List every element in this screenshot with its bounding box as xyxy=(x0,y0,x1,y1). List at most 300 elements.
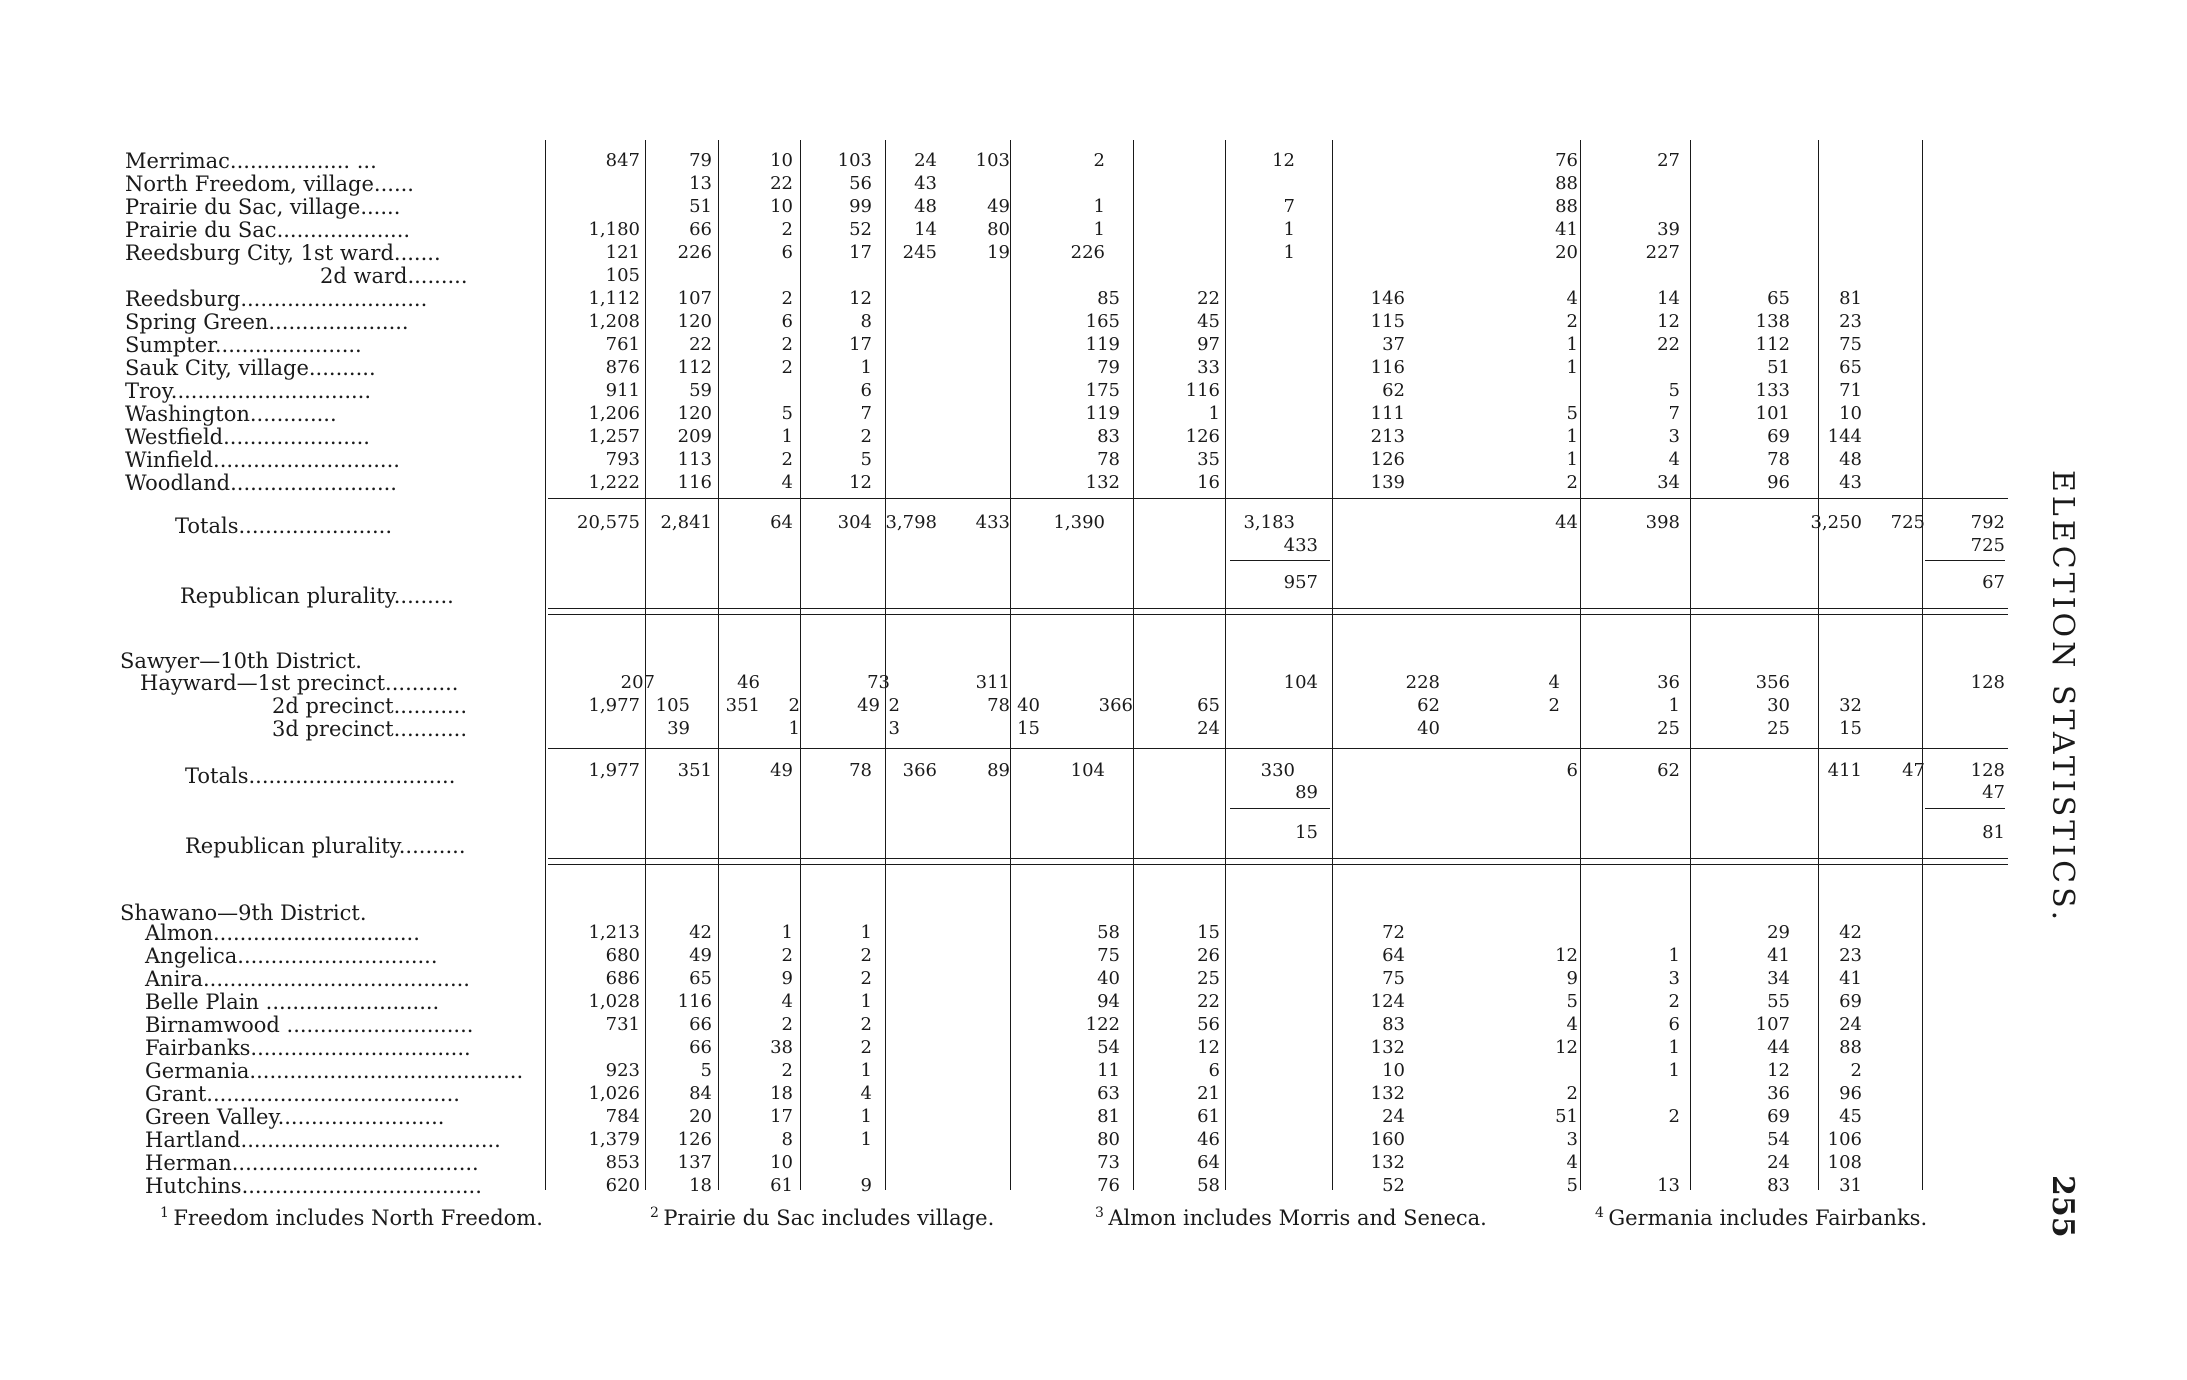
cell-value: 25 xyxy=(1657,718,1680,739)
cell-value: 112 xyxy=(677,357,712,378)
sub-rule xyxy=(1925,808,2005,809)
row-label: Winfield............................ xyxy=(125,448,400,472)
cell-value: 4 xyxy=(1566,288,1578,309)
cell-value: 12 xyxy=(1767,1060,1790,1081)
cell-value: 4 xyxy=(1548,672,1560,693)
cell-value: 120 xyxy=(677,311,712,332)
cell-value: 12 xyxy=(1657,311,1680,332)
cell-value: 22 xyxy=(1197,991,1220,1012)
cell-value: 124 xyxy=(1370,991,1405,1012)
cell-value: 25 xyxy=(1197,968,1220,989)
row-label: Sauk City, village.......... xyxy=(125,356,376,380)
column-divider xyxy=(1690,140,1691,1190)
footnote xyxy=(1095,1205,1487,1230)
cell-value: 22 xyxy=(1197,288,1220,309)
cell-value: 79 xyxy=(1097,357,1120,378)
cell-value: 213 xyxy=(1370,426,1405,447)
footnote-mark: 1 xyxy=(160,1205,174,1221)
column-divider xyxy=(1580,140,1581,1190)
cell-value: 101 xyxy=(1755,403,1790,424)
cell-value: 2 xyxy=(1093,150,1105,171)
cell-value: 209 xyxy=(677,426,712,447)
total-value: 433 xyxy=(975,512,1010,533)
cell-value: 11 xyxy=(1097,1060,1120,1081)
cell-value: 65 xyxy=(1767,288,1790,309)
cell-value: 12 xyxy=(849,472,872,493)
cell-value: 24 xyxy=(1382,1106,1405,1127)
cell-value: 144 xyxy=(1827,426,1862,447)
cell-value: 65 xyxy=(1839,357,1862,378)
total-value: 49 xyxy=(770,760,793,781)
cell-value: 34 xyxy=(1657,472,1680,493)
cell-value: 41 xyxy=(1555,219,1578,240)
total-value: 47 xyxy=(1902,760,1925,781)
cell-value: 103 xyxy=(837,150,872,171)
row-label: Hartland....................................... xyxy=(145,1128,501,1152)
cell-value: 8 xyxy=(781,1129,793,1150)
cell-value: 119 xyxy=(1085,403,1120,424)
cell-value: 49 xyxy=(857,695,880,716)
cell-value: 7 xyxy=(1283,196,1295,217)
cell-value: 105 xyxy=(605,265,640,286)
cell-value: 116 xyxy=(677,991,712,1012)
footnote xyxy=(650,1205,994,1230)
cell-value: 15 xyxy=(1197,922,1220,943)
cell-value: 58 xyxy=(1097,922,1120,943)
cell-value: 75 xyxy=(1839,334,1862,355)
cell-value: 8 xyxy=(860,311,872,332)
total-value: 3,250 xyxy=(1810,512,1862,533)
cell-value: 1,257 xyxy=(588,426,640,447)
cell-value: 12 xyxy=(1555,945,1578,966)
cell-value: 311 xyxy=(975,672,1010,693)
total-sub-value: 725 xyxy=(1970,535,2005,556)
cell-value: 128 xyxy=(1970,672,2005,693)
cell-value: 12 xyxy=(1197,1037,1220,1058)
cell-value: 227 xyxy=(1645,242,1680,263)
cell-value: 72 xyxy=(1382,922,1405,943)
cell-value: 30 xyxy=(1767,695,1790,716)
cell-value: 42 xyxy=(689,922,712,943)
cell-value: 245 xyxy=(902,242,937,263)
cell-value: 69 xyxy=(1767,1106,1790,1127)
total-value: 104 xyxy=(1070,760,1105,781)
cell-value: 83 xyxy=(1767,1175,1790,1196)
cell-value: 20 xyxy=(1555,242,1578,263)
cell-value: 61 xyxy=(770,1175,793,1196)
cell-value: 56 xyxy=(1197,1014,1220,1035)
cell-value: 79 xyxy=(689,150,712,171)
total-value: 351 xyxy=(677,760,712,781)
cell-value: 119 xyxy=(1085,334,1120,355)
cell-value: 22 xyxy=(770,173,793,194)
footnote-mark: 3 xyxy=(1095,1205,1109,1221)
cell-value: 126 xyxy=(677,1129,712,1150)
cell-value: 228 xyxy=(1405,672,1440,693)
cell-value: 56 xyxy=(849,173,872,194)
cell-value: 51 xyxy=(689,196,712,217)
row-label: Prairie du Sac.................... xyxy=(125,218,411,242)
cell-value: 175 xyxy=(1085,380,1120,401)
cell-value: 43 xyxy=(914,173,937,194)
cell-value: 2 xyxy=(1548,695,1560,716)
row-label: Belle Plain .......................... xyxy=(145,990,440,1014)
cell-value: 132 xyxy=(1370,1037,1405,1058)
cell-value: 761 xyxy=(605,334,640,355)
column-divider xyxy=(718,140,719,1190)
total-value: 304 xyxy=(837,512,872,533)
cell-value: 6 xyxy=(860,380,872,401)
cell-value: 17 xyxy=(849,334,872,355)
cell-value: 18 xyxy=(689,1175,712,1196)
row-label: Woodland......................... xyxy=(125,471,397,495)
cell-value: 107 xyxy=(677,288,712,309)
cell-value: 55 xyxy=(1767,991,1790,1012)
cell-value: 1 xyxy=(781,922,793,943)
district-heading: Sawyer—10th District. xyxy=(120,649,362,673)
totals-rule xyxy=(548,498,2008,499)
cell-value: 62 xyxy=(1417,695,1440,716)
cell-value: 59 xyxy=(689,380,712,401)
cell-value: 54 xyxy=(1097,1037,1120,1058)
cell-value: 12 xyxy=(1555,1037,1578,1058)
cell-value: 5 xyxy=(1566,403,1578,424)
cell-value: 1 xyxy=(1283,219,1295,240)
cell-value: 84 xyxy=(689,1083,712,1104)
cell-value: 108 xyxy=(1827,1152,1862,1173)
cell-value: 620 xyxy=(605,1175,640,1196)
total-value: 6 xyxy=(1566,760,1578,781)
cell-value: 88 xyxy=(1839,1037,1862,1058)
cell-value: 784 xyxy=(605,1106,640,1127)
cell-value: 43 xyxy=(1839,472,1862,493)
cell-value: 88 xyxy=(1555,196,1578,217)
cell-value: 9 xyxy=(1566,968,1578,989)
double-rule xyxy=(548,864,2008,865)
column-divider xyxy=(885,140,886,1190)
cell-value: 10 xyxy=(1839,403,1862,424)
cell-value: 13 xyxy=(689,173,712,194)
cell-value: 4 xyxy=(781,991,793,1012)
cell-value: 226 xyxy=(677,242,712,263)
cell-value: 10 xyxy=(770,150,793,171)
cell-value: 78 xyxy=(1097,449,1120,470)
cell-value: 29 xyxy=(1767,922,1790,943)
cell-value: 19 xyxy=(987,242,1010,263)
cell-value: 24 xyxy=(1767,1152,1790,1173)
cell-value: 126 xyxy=(1370,449,1405,470)
total-value: 20,575 xyxy=(577,512,640,533)
footnote-text: Germania includes Fairbanks. xyxy=(1608,1206,1928,1230)
cell-value: 7 xyxy=(1668,403,1680,424)
total-value: 128 xyxy=(1970,760,2005,781)
footnote-text: Freedom includes North Freedom. xyxy=(173,1206,543,1230)
cell-value: 111 xyxy=(1370,403,1405,424)
cell-value: 146 xyxy=(1370,288,1405,309)
cell-value: 81 xyxy=(1839,288,1862,309)
cell-value: 21 xyxy=(1197,1083,1220,1104)
row-label: Reedsburg............................ xyxy=(125,287,428,311)
cell-value: 2 xyxy=(781,1060,793,1081)
cell-value: 5 xyxy=(1566,1175,1578,1196)
cell-value: 1 xyxy=(860,991,872,1012)
cell-value: 3 xyxy=(888,718,900,739)
cell-value: 24 xyxy=(1197,718,1220,739)
cell-value: 1 xyxy=(860,922,872,943)
cell-value: 1,222 xyxy=(588,472,640,493)
cell-value: 5 xyxy=(1566,991,1578,1012)
cell-value: 132 xyxy=(1085,472,1120,493)
cell-value: 2 xyxy=(781,357,793,378)
cell-value: 132 xyxy=(1370,1083,1405,1104)
cell-value: 2 xyxy=(781,219,793,240)
cell-value: 45 xyxy=(1839,1106,1862,1127)
cell-value: 2 xyxy=(860,1037,872,1058)
row-label: 2d precinct........... xyxy=(272,694,468,718)
cell-value: 1 xyxy=(1283,242,1295,263)
footnote-mark: 2 xyxy=(650,1205,664,1221)
row-label: Anira........................................ xyxy=(145,967,470,991)
totals-rule xyxy=(548,748,2008,749)
cell-value: 78 xyxy=(987,695,1010,716)
column-divider xyxy=(800,140,801,1190)
plurality-value: 81 xyxy=(1982,822,2005,843)
cell-value: 96 xyxy=(1767,472,1790,493)
cell-value: 75 xyxy=(1382,968,1405,989)
total-value: 1,390 xyxy=(1053,512,1105,533)
cell-value: 96 xyxy=(1839,1083,1862,1104)
totals-label: Totals....................... xyxy=(175,514,393,538)
cell-value: 2 xyxy=(1566,311,1578,332)
total-value: 398 xyxy=(1645,512,1680,533)
cell-value: 44 xyxy=(1767,1037,1790,1058)
cell-value: 49 xyxy=(987,196,1010,217)
cell-value: 133 xyxy=(1755,380,1790,401)
cell-value: 76 xyxy=(1555,150,1578,171)
cell-value: 40 xyxy=(1417,718,1440,739)
district-heading: Shawano—9th District. xyxy=(120,901,367,925)
cell-value: 83 xyxy=(1382,1014,1405,1035)
row-label: Birnamwood ............................ xyxy=(145,1013,474,1037)
cell-value: 36 xyxy=(1767,1083,1790,1104)
cell-value: 3 xyxy=(1668,968,1680,989)
cell-value: 132 xyxy=(1370,1152,1405,1173)
cell-value: 2 xyxy=(1668,991,1680,1012)
cell-value: 1 xyxy=(1566,357,1578,378)
cell-value: 3 xyxy=(1668,426,1680,447)
cell-value: 14 xyxy=(914,219,937,240)
row-label: 3d precinct........... xyxy=(272,717,468,741)
row-label: Washington............. xyxy=(125,402,337,426)
cell-value: 207 xyxy=(620,672,655,693)
cell-value: 793 xyxy=(605,449,640,470)
cell-value: 46 xyxy=(1197,1129,1220,1150)
cell-value: 120 xyxy=(677,403,712,424)
cell-value: 26 xyxy=(1197,945,1220,966)
cell-value: 14 xyxy=(1657,288,1680,309)
column-divider xyxy=(1133,140,1134,1190)
cell-value: 16 xyxy=(1197,472,1220,493)
sub-rule xyxy=(1230,560,1330,561)
cell-value: 105 xyxy=(655,695,690,716)
footnote-text: Prairie du Sac includes village. xyxy=(663,1206,995,1230)
cell-value: 22 xyxy=(1657,334,1680,355)
cell-value: 104 xyxy=(1283,672,1318,693)
cell-value: 1 xyxy=(788,718,800,739)
cell-value: 113 xyxy=(677,449,712,470)
cell-value: 66 xyxy=(689,1014,712,1035)
cell-value: 2 xyxy=(860,968,872,989)
cell-value: 5 xyxy=(781,403,793,424)
cell-value: 24 xyxy=(1839,1014,1862,1035)
cell-value: 680 xyxy=(605,945,640,966)
row-label: Sumpter...................... xyxy=(125,333,362,357)
cell-value: 17 xyxy=(849,242,872,263)
row-label: Angelica.............................. xyxy=(145,944,438,968)
cell-value: 6 xyxy=(781,311,793,332)
cell-value: 1,206 xyxy=(588,403,640,424)
total-value: 792 xyxy=(1970,512,2005,533)
cell-value: 63 xyxy=(1097,1083,1120,1104)
cell-value: 2 xyxy=(860,1014,872,1035)
cell-value: 2 xyxy=(788,695,800,716)
cell-value: 2 xyxy=(1850,1060,1862,1081)
column-divider xyxy=(645,140,646,1190)
double-rule xyxy=(548,608,2008,609)
double-rule xyxy=(548,614,2008,615)
cell-value: 116 xyxy=(677,472,712,493)
cell-value: 121 xyxy=(605,242,640,263)
cell-value: 62 xyxy=(1382,380,1405,401)
cell-value: 80 xyxy=(1097,1129,1120,1150)
cell-value: 165 xyxy=(1085,311,1120,332)
cell-value: 911 xyxy=(605,380,640,401)
total-sub-value: 89 xyxy=(1295,782,1318,803)
cell-value: 66 xyxy=(689,1037,712,1058)
cell-value: 9 xyxy=(860,1175,872,1196)
cell-value: 876 xyxy=(605,357,640,378)
plurality-label: Republican plurality.......... xyxy=(185,834,466,858)
cell-value: 12 xyxy=(849,288,872,309)
cell-value: 94 xyxy=(1097,991,1120,1012)
cell-value: 15 xyxy=(1017,718,1040,739)
cell-value: 9 xyxy=(781,968,793,989)
cell-value: 73 xyxy=(867,672,890,693)
total-value: 78 xyxy=(849,760,872,781)
cell-value: 1 xyxy=(1093,196,1105,217)
cell-value: 2 xyxy=(1566,1083,1578,1104)
page-number: 255 xyxy=(2045,1175,2080,1238)
cell-value: 2 xyxy=(888,695,900,716)
footnote-mark: 4 xyxy=(1595,1205,1609,1221)
cell-value: 58 xyxy=(1197,1175,1220,1196)
cell-value: 4 xyxy=(781,472,793,493)
cell-value: 65 xyxy=(689,968,712,989)
cell-value: 27 xyxy=(1657,150,1680,171)
total-value: 62 xyxy=(1657,760,1680,781)
cell-value: 4 xyxy=(1668,449,1680,470)
cell-value: 39 xyxy=(667,718,690,739)
cell-value: 139 xyxy=(1370,472,1405,493)
cell-value: 1 xyxy=(860,1129,872,1150)
cell-value: 51 xyxy=(1767,357,1790,378)
cell-value: 33 xyxy=(1197,357,1220,378)
cell-value: 88 xyxy=(1555,173,1578,194)
cell-value: 112 xyxy=(1755,334,1790,355)
cell-value: 1,112 xyxy=(588,288,640,309)
cell-value: 106 xyxy=(1827,1129,1862,1150)
double-rule xyxy=(548,858,2008,859)
cell-value: 35 xyxy=(1197,449,1220,470)
cell-value: 51 xyxy=(1555,1106,1578,1127)
total-sub-value: 433 xyxy=(1283,535,1318,556)
column-divider xyxy=(1818,140,1819,1190)
total-value: 44 xyxy=(1555,512,1578,533)
cell-value: 83 xyxy=(1097,426,1120,447)
cell-value: 2 xyxy=(781,288,793,309)
sub-rule xyxy=(1925,560,2005,561)
row-label: Fairbanks................................. xyxy=(145,1036,471,1060)
totals-label: Totals............................... xyxy=(185,764,456,788)
cell-value: 4 xyxy=(1566,1014,1578,1035)
cell-value: 2 xyxy=(781,945,793,966)
total-value: 330 xyxy=(1260,760,1295,781)
cell-value: 75 xyxy=(1097,945,1120,966)
cell-value: 366 xyxy=(1098,695,1133,716)
cell-value: 1,977 xyxy=(588,695,640,716)
cell-value: 731 xyxy=(605,1014,640,1035)
total-value: 64 xyxy=(770,512,793,533)
cell-value: 2 xyxy=(860,426,872,447)
cell-value: 24 xyxy=(914,150,937,171)
cell-value: 78 xyxy=(1767,449,1790,470)
cell-value: 73 xyxy=(1097,1152,1120,1173)
cell-value: 5 xyxy=(1668,380,1680,401)
cell-value: 65 xyxy=(1197,695,1220,716)
cell-value: 36 xyxy=(1657,672,1680,693)
cell-value: 42 xyxy=(1839,922,1862,943)
cell-value: 46 xyxy=(737,672,760,693)
cell-value: 923 xyxy=(605,1060,640,1081)
cell-value: 76 xyxy=(1097,1175,1120,1196)
plurality-label: Republican plurality......... xyxy=(180,584,454,608)
cell-value: 52 xyxy=(849,219,872,240)
cell-value: 5 xyxy=(700,1060,712,1081)
cell-value: 1 xyxy=(860,357,872,378)
cell-value: 25 xyxy=(1767,718,1790,739)
cell-value: 4 xyxy=(860,1083,872,1104)
running-title: ELECTION STATISTICS. xyxy=(2045,470,2080,925)
cell-value: 34 xyxy=(1767,968,1790,989)
total-value: 3,183 xyxy=(1243,512,1295,533)
cell-value: 1,028 xyxy=(588,991,640,1012)
cell-value: 2 xyxy=(781,334,793,355)
cell-value: 1,379 xyxy=(588,1129,640,1150)
row-label: Hayward—1st precinct........... xyxy=(140,671,459,695)
total-value: 3,798 xyxy=(885,512,937,533)
cell-value: 1 xyxy=(1093,219,1105,240)
cell-value: 686 xyxy=(605,968,640,989)
row-label: Westfield...................... xyxy=(125,425,370,449)
column-divider xyxy=(545,140,546,1190)
cell-value: 20 xyxy=(689,1106,712,1127)
cell-value: 41 xyxy=(1839,968,1862,989)
plurality-value: 15 xyxy=(1295,822,1318,843)
cell-value: 356 xyxy=(1755,672,1790,693)
cell-value: 1 xyxy=(860,1060,872,1081)
cell-value: 45 xyxy=(1197,311,1220,332)
cell-value: 10 xyxy=(770,1152,793,1173)
